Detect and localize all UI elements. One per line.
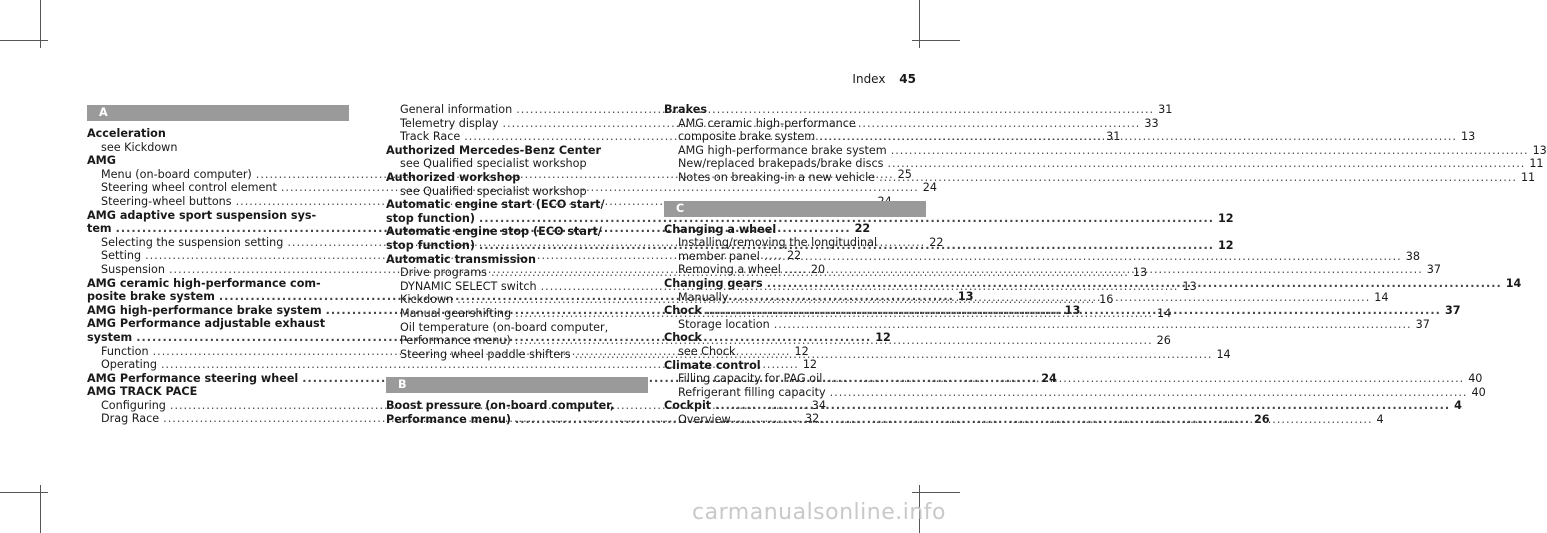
entry-page-number: 32 xyxy=(805,412,820,426)
dot-leader xyxy=(785,263,1423,277)
entry-label: Menu (on-board computer) xyxy=(101,167,252,181)
index-subentry: Oil temperature (on-board computer, xyxy=(400,320,609,334)
entry-page-number: 12 xyxy=(802,358,818,372)
entry-label: Drag Race xyxy=(101,412,160,426)
dot-leader xyxy=(887,157,1525,171)
entry-page-number: 11 xyxy=(1520,170,1536,184)
page-header xyxy=(852,72,916,86)
entry-label: Chock xyxy=(664,304,702,318)
entry-page-number: 31 xyxy=(1158,103,1173,116)
dot-leader xyxy=(774,318,1412,332)
dot-leader xyxy=(819,130,1457,144)
entry-label: Configuring xyxy=(101,398,166,412)
entry-page-number: 12 xyxy=(794,344,809,358)
entry-page-number: 34 xyxy=(811,398,827,412)
entry-page-number: 4 xyxy=(1454,399,1462,413)
entry-label: Steering wheel paddle shifters xyxy=(400,347,571,361)
entry-label: New/replaced brakepads/brake discs xyxy=(678,157,884,171)
entry-page-number: 22 xyxy=(929,235,944,249)
entry-label: Setting xyxy=(101,249,142,263)
entry-label: Kickdown xyxy=(400,293,454,307)
index-heading: Authorized Mercedes-Benz Center xyxy=(386,143,602,157)
entry-page-number: 33 xyxy=(1144,116,1159,130)
index-heading: Automatic engine stop (ECO start/ xyxy=(386,225,602,239)
crop-mark xyxy=(912,492,960,493)
entry-page-number: 26 xyxy=(1253,412,1270,426)
dot-leader xyxy=(735,413,1373,427)
index-subentry[interactable] xyxy=(87,195,349,209)
entry-page-number: 22 xyxy=(854,222,871,236)
entry-label: General information xyxy=(400,103,513,116)
entry-label: Steering-wheel buttons xyxy=(101,194,232,208)
crop-mark xyxy=(0,40,48,41)
entry-page-number: 12 xyxy=(875,330,891,344)
entry-page-number: 37 xyxy=(1444,304,1461,318)
entry-label: tem xyxy=(87,222,112,236)
entry-page-number: 14 xyxy=(1156,306,1172,320)
index-subentry[interactable] xyxy=(664,157,1544,171)
entry-label: Changing gears xyxy=(664,276,763,290)
entry-label: composite brake system xyxy=(678,130,816,144)
entry-label: AMG Performance steering wheel xyxy=(87,371,299,385)
index-subentry[interactable] xyxy=(664,143,1547,158)
entry-label: system xyxy=(87,330,133,344)
entry-page-number: 11 xyxy=(1529,157,1544,171)
index-heading: Chock xyxy=(664,331,702,345)
entry-label: Selecting the suspension setting xyxy=(101,235,284,249)
entry-label: DYNAMIC SELECT switch xyxy=(400,279,537,293)
entry-label: Suspension xyxy=(101,262,165,276)
entry-label: posite brake system xyxy=(87,290,215,304)
entry-label: Performance menu) xyxy=(386,412,511,426)
index-heading: Boost pressure (on-board computer, xyxy=(386,399,615,413)
crop-mark xyxy=(0,492,48,493)
entry-label: Cockpit xyxy=(664,399,712,413)
index-subentry: see Kickdown xyxy=(101,140,178,154)
index-heading: AMG TRACK PACE xyxy=(87,385,198,399)
entry-label: Notes on breaking-in a new vehicle xyxy=(678,170,876,184)
entry-label: member panel xyxy=(678,249,760,263)
letter-header: A xyxy=(87,105,349,121)
entry-label: Overview xyxy=(678,412,731,426)
entry-page-number: 4 xyxy=(1376,412,1384,426)
entry-page-number: 37 xyxy=(1415,317,1430,331)
entry-label: Removing a wheel xyxy=(678,263,781,277)
dot-leader xyxy=(826,372,1464,386)
dot-leader xyxy=(706,304,1441,318)
page-number: 45 xyxy=(899,72,916,86)
entry-page-number: 26 xyxy=(1156,334,1171,348)
entry-page-number: 20 xyxy=(810,262,826,276)
dot-leader xyxy=(767,277,1502,291)
entry-label: Track Race xyxy=(400,130,461,144)
entry-page-number: 37 xyxy=(1426,263,1442,277)
entry-label: Refrigerant filling capacity xyxy=(678,385,826,399)
entry-page-number: 12 xyxy=(1217,238,1234,252)
index-heading: AMG Performance adjustable exhaust xyxy=(87,317,326,331)
entry-label: AMG high-performance brake system xyxy=(678,143,887,157)
entry-label: AMG high-performance brake system xyxy=(87,303,322,317)
dot-leader xyxy=(715,399,1450,413)
index-subentry[interactable] xyxy=(664,385,1486,400)
entry-page-number: 12 xyxy=(1217,211,1234,225)
letter-header: B xyxy=(386,377,648,393)
entry-label: Steering wheel control element xyxy=(101,181,277,195)
entry-page-number: 13 xyxy=(1064,303,1081,317)
entry-label: stop function) xyxy=(386,211,475,225)
entry-page-number: 24 xyxy=(922,181,937,195)
section-title: Index xyxy=(852,72,886,86)
entry-label: Function xyxy=(101,344,149,358)
dot-leader xyxy=(891,144,1529,158)
entry-page-number: 24 xyxy=(1041,371,1057,385)
dot-leader xyxy=(764,250,1402,264)
index-subentry[interactable] xyxy=(664,317,1430,332)
index-entry[interactable] xyxy=(386,211,1234,226)
entry-label: Drive programs xyxy=(400,266,487,280)
index-subentry[interactable] xyxy=(664,170,1536,185)
entry-label: Performance menu) xyxy=(400,334,511,348)
index-heading: Changing a wheel xyxy=(664,222,777,236)
index-heading: AMG xyxy=(87,154,116,168)
entry-page-number: 16 xyxy=(1099,293,1114,307)
watermark-logo: carmanualsonline.info xyxy=(692,500,946,525)
entry-page-number: 14 xyxy=(1505,276,1522,290)
entry-label: stop function) xyxy=(386,238,475,252)
index-heading: Authorized workshop xyxy=(386,170,521,184)
crop-mark xyxy=(912,40,960,41)
letter-header: C xyxy=(664,201,926,217)
index-subentry: see Qualified specialist workshop xyxy=(400,157,587,171)
entry-page-number: 13 xyxy=(1461,130,1476,144)
entry-page-number: 40 xyxy=(1468,372,1483,386)
dot-leader xyxy=(879,171,1517,185)
index-subentry: see Qualified specialist workshop xyxy=(400,184,587,198)
entry-label: Telemetry display xyxy=(400,116,499,130)
index-subentry: see Chock xyxy=(678,344,736,358)
index-subentry: AMG ceramic high-performance xyxy=(678,116,856,130)
index-subentry: Installing/removing the longitudinal xyxy=(678,236,878,250)
index-heading: Brakes xyxy=(664,103,707,116)
entry-page-number: 40 xyxy=(1471,385,1486,399)
index-heading: Automatic engine start (ECO start/ xyxy=(386,198,605,212)
entry-page-number: 13 xyxy=(1182,279,1197,293)
entry-page-number: 31 xyxy=(1106,130,1121,144)
entry-label: Manually xyxy=(678,290,729,304)
index-heading: Acceleration xyxy=(87,127,166,140)
entry-page-number: 14 xyxy=(1216,347,1231,361)
spacer xyxy=(386,361,648,375)
index-entry[interactable] xyxy=(664,399,1462,413)
index-subentry[interactable] xyxy=(664,249,1420,264)
index-heading: Climate control xyxy=(664,358,761,372)
dot-leader xyxy=(732,291,1370,305)
spacer xyxy=(664,185,926,199)
entry-label: Operating xyxy=(101,358,157,372)
entry-label: Storage location xyxy=(678,317,770,331)
entry-page-number: 13 xyxy=(1132,266,1148,280)
entry-page-number: 25 xyxy=(897,167,912,181)
entry-page-number: 38 xyxy=(1405,249,1420,263)
entry-page-number: 22 xyxy=(786,249,802,263)
entry-label: Manual gearshifting xyxy=(400,306,512,320)
entry-page-number: 13 xyxy=(1532,143,1547,157)
entry-label: Filling capacity for PAG oil xyxy=(678,372,823,386)
index-heading: AMG ceramic high-performance com- xyxy=(87,276,321,290)
entry-page-number: 14 xyxy=(1374,290,1389,304)
dot-leader xyxy=(830,386,1468,400)
index-heading: Automatic transmission xyxy=(386,252,536,266)
index-heading: AMG adaptive sport suspension sys- xyxy=(87,208,317,222)
entry-page-number: 13 xyxy=(957,290,974,304)
